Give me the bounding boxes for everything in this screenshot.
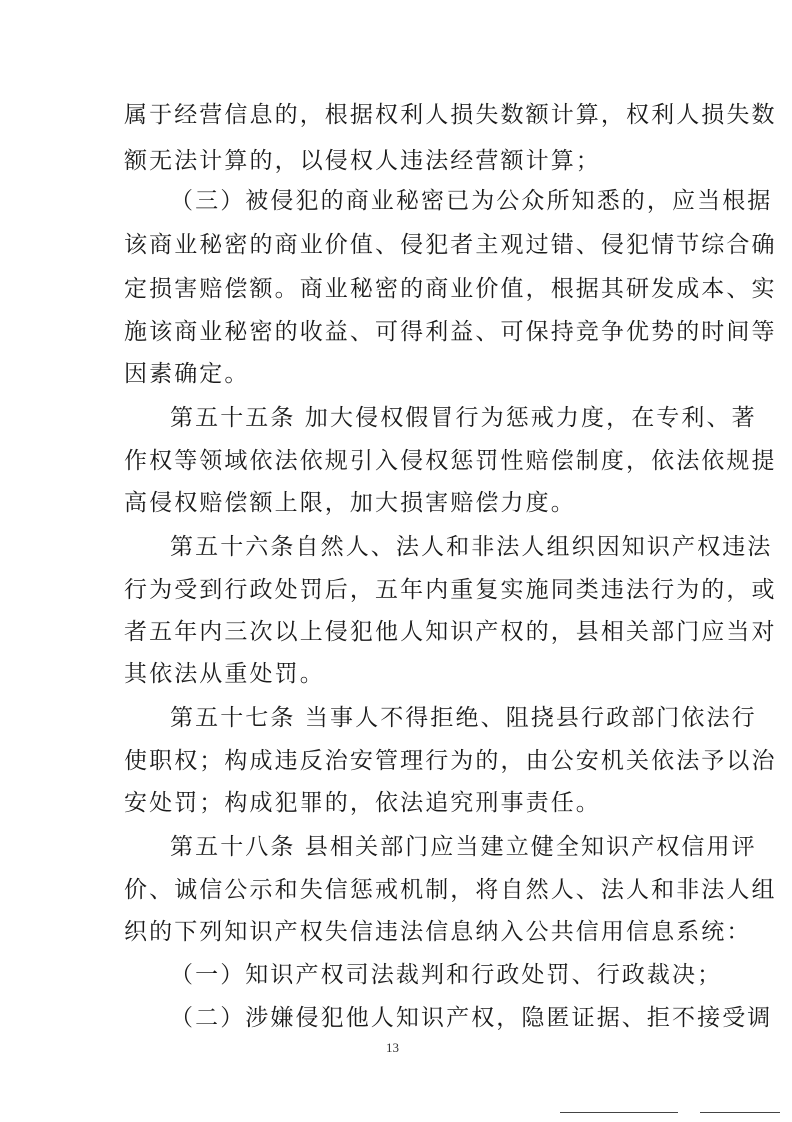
text-line: 因素确定。 <box>124 361 250 387</box>
text-line: 第五十八条 县相关部门应当建立健全知识产权信用评 <box>170 834 757 860</box>
text-line: 定损害赔偿额。商业秘密的商业价值，根据其研发成本、实 <box>124 276 777 302</box>
text-line: 该商业秘密的商业价值、侵犯者主观过错、侵犯情节综合确 <box>124 232 777 258</box>
text-line: 第五十五条 加大侵权假冒行为惩戒力度，在专利、著 <box>170 405 757 431</box>
text-line: 行为受到行政处罚后，五年内重复实施同类违法行为的，或 <box>124 577 777 603</box>
text-line: 者五年内三次以上侵犯他人知识产权的，县相关部门应当对 <box>124 619 777 645</box>
text-line: 施该商业秘密的收益、可得利益、可保持竞争优势的时间等 <box>124 319 777 345</box>
text-line: 第五十七条 当事人不得拒绝、阻挠县行政部门依法行 <box>170 705 757 731</box>
text-line: 价、诚信公示和失信惩戒机制，将自然人、法人和非法人组 <box>124 877 777 903</box>
text-line: 第五十六条自然人、法人和非法人组织因知识产权违法 <box>170 534 773 560</box>
text-line: 织的下列知识产权失信违法信息纳入公共信用信息系统： <box>124 919 752 945</box>
page-number: 13 <box>386 1040 399 1055</box>
text-line: 安处罚；构成犯罪的，依法追究刑事责任。 <box>124 790 601 816</box>
text-line: 属于经营信息的，根据权利人损失数额计算，权利人损失数 <box>124 102 777 128</box>
footer-rule <box>700 1112 780 1113</box>
text-line: 额无法计算的，以侵权人违法经营额计算； <box>124 148 601 174</box>
text-line: （三）被侵犯的商业秘密已为公众所知悉的，应当根据 <box>170 188 773 214</box>
text-line: 作权等领域依法依规引入侵权惩罚性赔偿制度，依法依规提 <box>124 448 777 474</box>
text-line: （一）知识产权司法裁判和行政处罚、行政裁决； <box>170 962 723 988</box>
text-line: 其依法从重处罚。 <box>124 661 325 687</box>
text-line: （二）涉嫌侵犯他人知识产权，隐匿证据、拒不接受调 <box>170 1005 773 1031</box>
text-line: 使职权；构成违反治安管理行为的，由公安机关依法予以治 <box>124 748 777 774</box>
text-line: 高侵权赔偿额上限，加大损害赔偿力度。 <box>124 490 576 516</box>
footer-rule <box>560 1112 678 1113</box>
